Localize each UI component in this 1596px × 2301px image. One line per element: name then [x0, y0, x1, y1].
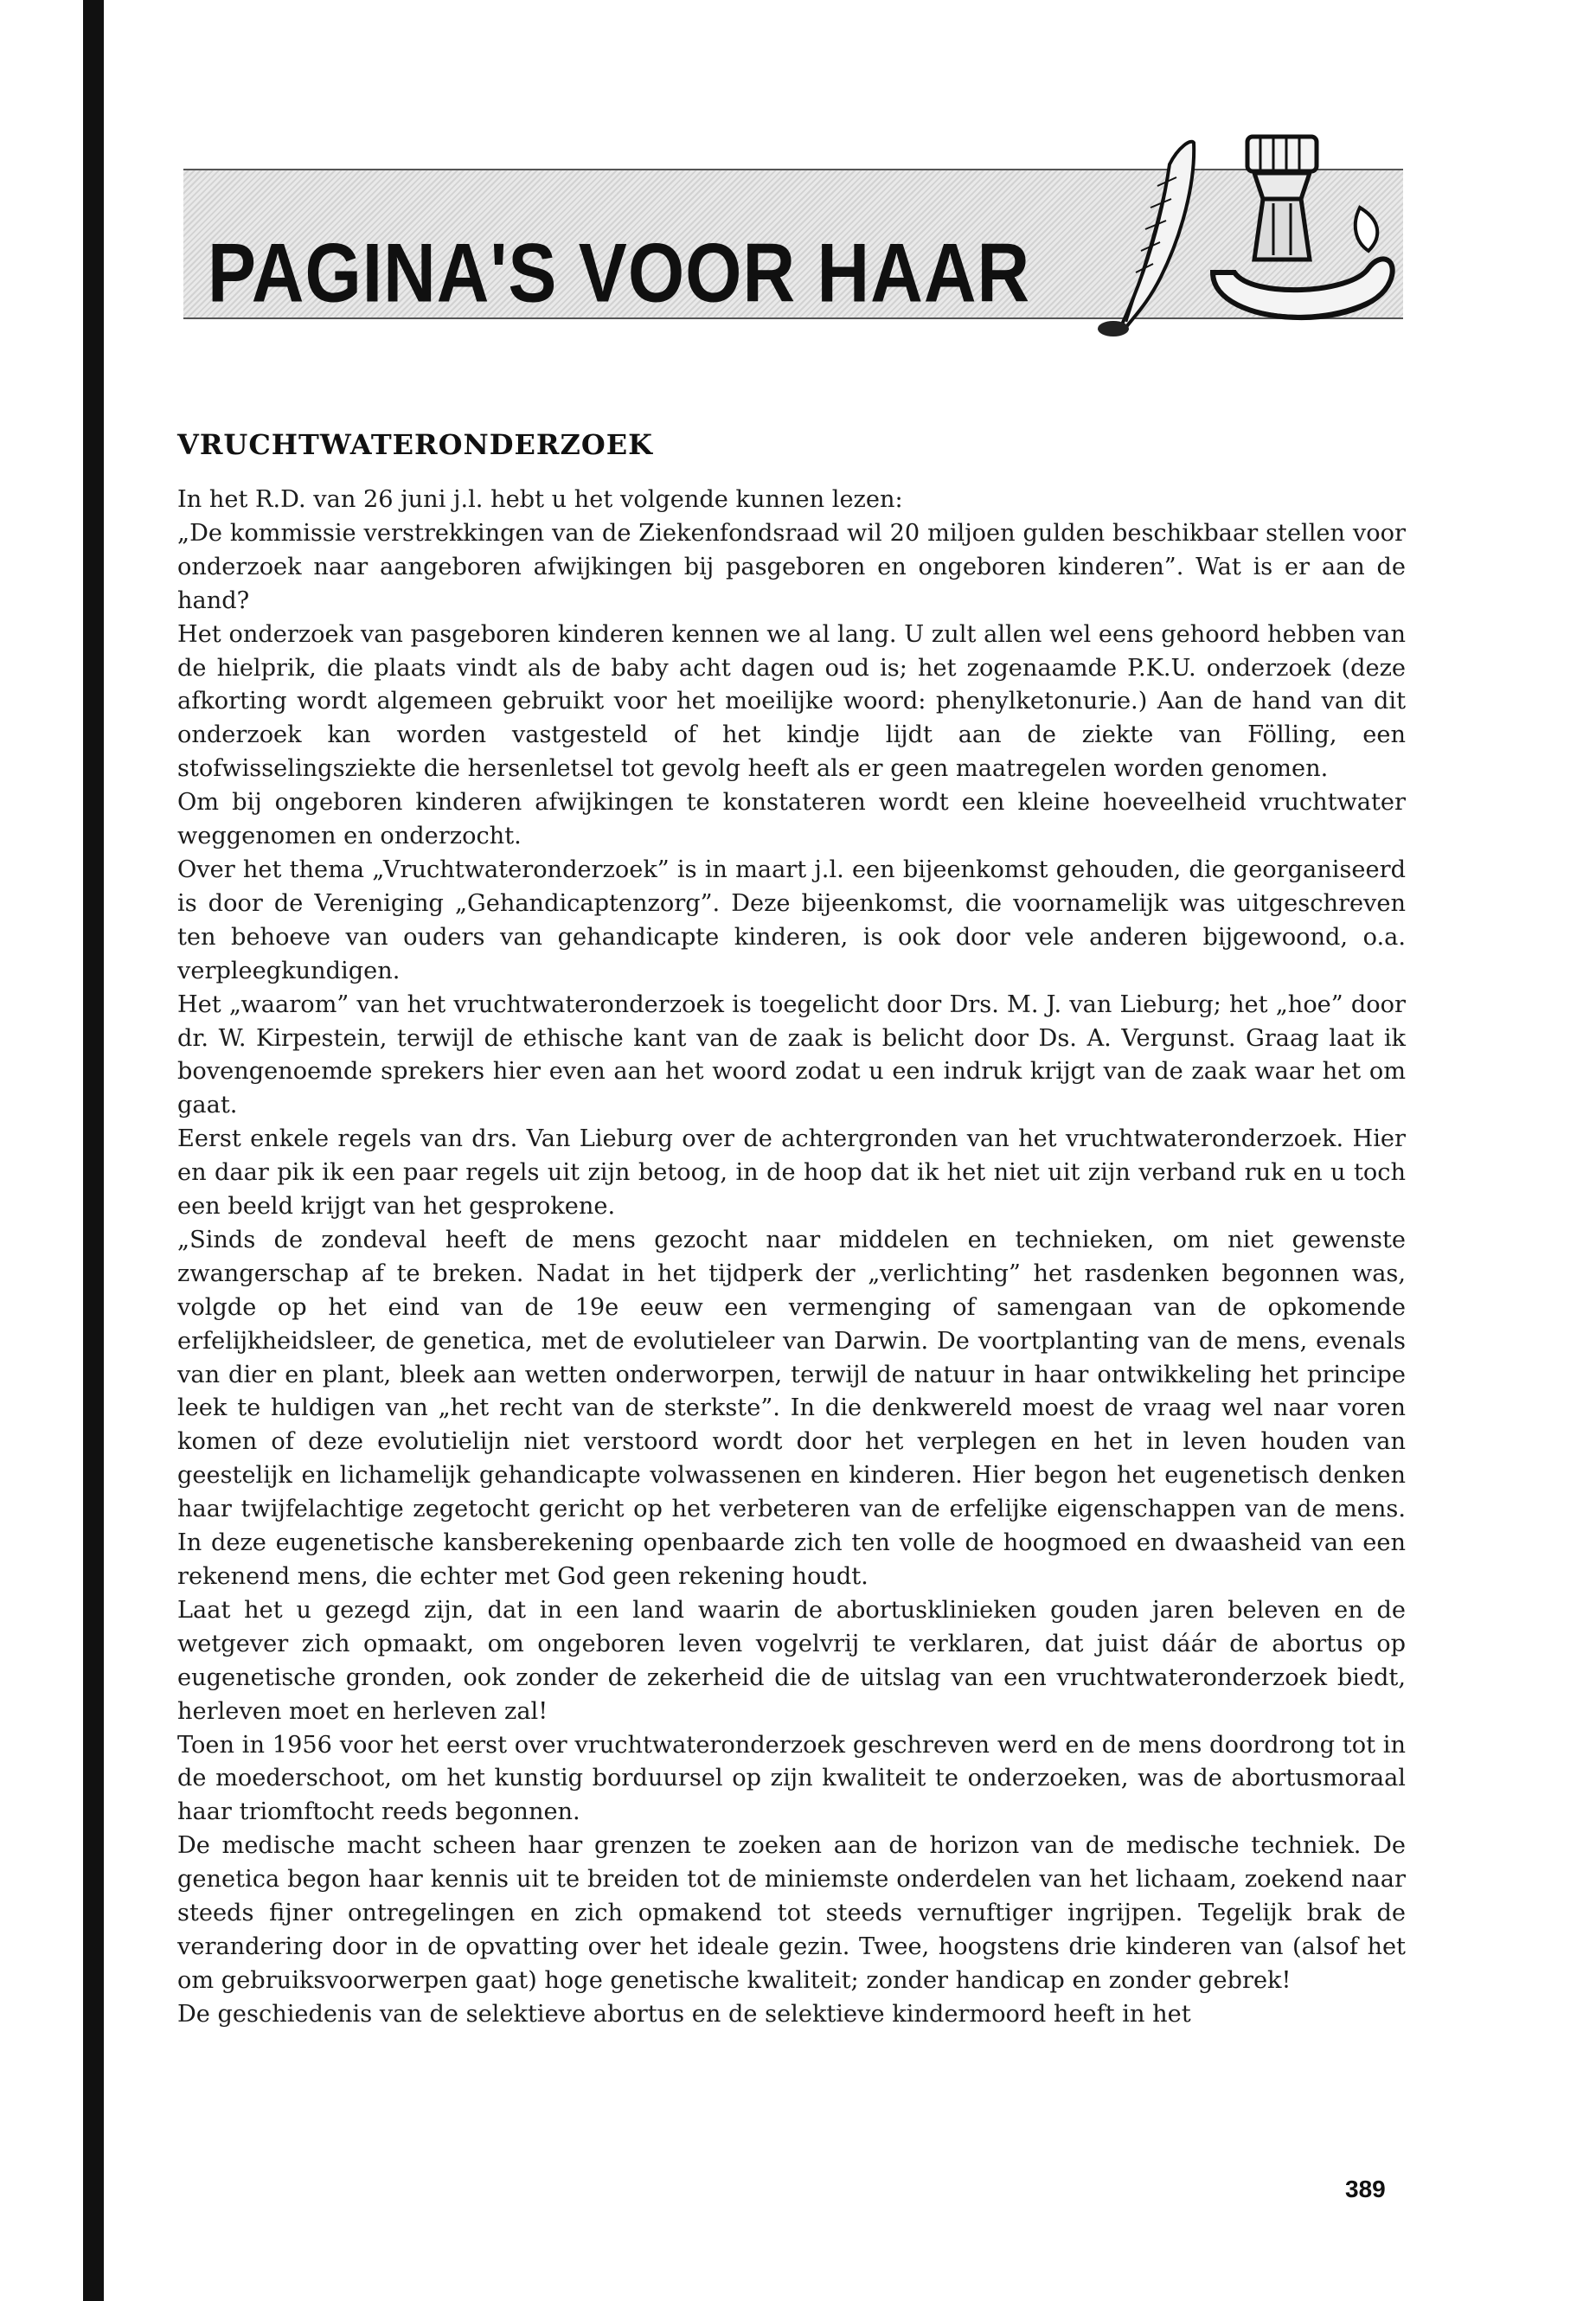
- article-paragraph: Het „waarom” van het vruchtwateronderzoek is toegelicht door Drs. M. J. van Lieburg; het „hoe” door dr. W. Kirpestein, terwijl de ethische kant van de zaak is belicht door Ds. A. Vergunst. Graag laat ik bovengenoemde sprekers hier even aan het woord zodat u een indruk krijgt van de zaak waar het om gaat.: [177, 990, 1406, 1119]
- article-paragraph: Over het thema „Vruchtwateronderzoek” is in maart j.l. een bijeenkomst gehouden, die georganiseerd is door de Vereniging „Gehandicaptenzorg”. Deze bijeenkomst, die voornamelijk was uitgeschreven ten behoeve van ouders van gehandicapte kinderen, is ook door vele anderen bijgewoond, o.a. verpleegkundigen.: [177, 856, 1406, 984]
- page-binding-edge: [83, 0, 104, 2301]
- banner-title: PAGINA'S VOOR HAAR: [208, 226, 1031, 320]
- article-paragraph: „Sinds de zondeval heeft de mens gezocht naar middelen en technieken, om niet gewenste zwangerschap af te breken. Nadat in het tijdperk der „verlichting” het rasdenken begonnen was, volgde op het eind van de 19e eeuw een vermenging of samengaan van de opkomende erfelijkheidsleer, de genetica, met de evolutieleer van Darwin. De voortplanting van de mens, evenals van dier en plant, bleek aan wetten onderworpen, terwijl de natuur in haar ontwikkeling het principe leek te huldigen van „het recht van de sterkste”. In die denkwereld moest de vraag wel naar voren komen of deze evolutielijn niet verstoord wordt door het verplegen en het in leven houden van geestelijk en lichamelijk gehandicapte volwassenen en kinderen. Hier begon het eugenetisch denken haar twijfelachtige zegetocht gericht op het verbeteren van de erfelijke eigenschappen van de mens. In deze eugenetische kansberekening openbaarde zich ten volle de hoogmoed en dwaasheid van een rekenend mens, die echter met God geen rekening houdt.: [177, 1226, 1406, 1590]
- banner-illustration: [1040, 130, 1403, 346]
- article-paragraph: „De kommissie verstrekkingen van de Ziekenfondsraad wil 20 miljoen gulden beschikbaar stellen voor onderzoek naar aangeboren afwijkingen bij pasgeboren en ongeboren kinderen”. Wat is er aan de hand?: [177, 519, 1406, 614]
- oil-lamp-icon: [1213, 137, 1393, 317]
- article-paragraph: Om bij ongeboren kinderen afwijkingen te konstateren wordt een kleine hoeveelheid vruchtwater weggenomen en onderzocht.: [177, 789, 1406, 850]
- article-paragraph: Laat het u gezegd zijn, dat in een land waarin de abortusklinieken gouden jaren beleven en de wetgever zich opmaakt, om ongeboren leven vogelvrij te verklaren, dat juist dáár de abortus op eugenetische gronden, ook zonder de zekerheid die de uitslag van een vruchtwateronderzoek biedt, herleven moet en herleven zal!: [177, 1596, 1406, 1725]
- article-paragraph: Toen in 1956 voor het eerst over vruchtwateronderzoek geschreven werd en de mens doordrong tot in de moederschoot, om het kunstig borduursel op zijn kwaliteit te onderzoeken, was de abortusmoraal haar triomftocht reeds begonnen.: [177, 1731, 1406, 1826]
- article-paragraph: De geschiedenis van de selektieve abortus en de selektieve kindermoord heeft in het: [177, 2000, 1191, 2028]
- header-banner: [183, 130, 1403, 346]
- quill-pen-icon: [1098, 142, 1194, 336]
- page-number: 389: [1345, 2176, 1386, 2202]
- article-paragraph: De medische macht scheen haar grenzen te zoeken aan de horizon van de medische techniek. De genetica begon haar kennis uit te breiden tot de miniemste onderdelen van het lichaam, zoekend naar steeds fijner ontregelingen en zich opmakend tot steeds vernuftiger ingrijpen. Tegelijk brak de verandering door in de opvatting over het ideale gezin. Twee, hoogstens drie kinderen van (alsof het om gebruiksvoorwerpen gaat) hoge genetische kwaliteit; zonder handicap en zonder gebrek!: [177, 1832, 1406, 1994]
- article-title: VRUCHTWATERONDERZOEK: [177, 428, 653, 461]
- article-body: [177, 428, 1406, 2032]
- article-paragraph: Het onderzoek van pasgeboren kinderen kennen we al lang. U zult allen wel eens gehoord hebben van de hielprik, die plaats vindt als de baby acht dagen oud is; het zogenaamde P.K.U. onderzoek (deze afkorting wordt algemeen gebruikt voor het moeilijke woord: phenylketonurie.) Aan de hand van dit onderzoek kan worden vastgesteld of het kindje lijdt aan de ziekte van Fölling, een stofwisselingsziekte die hersenletsel tot gevolg heeft als er geen maatregelen worden genomen.: [177, 620, 1406, 783]
- article-paragraph: In het R.D. van 26 juni j.l. hebt u het volgende kunnen lezen:: [177, 486, 903, 513]
- article-paragraph: Eerst enkele regels van drs. Van Lieburg over de achtergronden van het vruchtwateronderzoek. Hier en daar pik ik een paar regels uit zijn betoog, in de hoop dat ik het niet uit zijn verband ruk en u toch een beeld krijgt van het gesprokene.: [177, 1125, 1406, 1221]
